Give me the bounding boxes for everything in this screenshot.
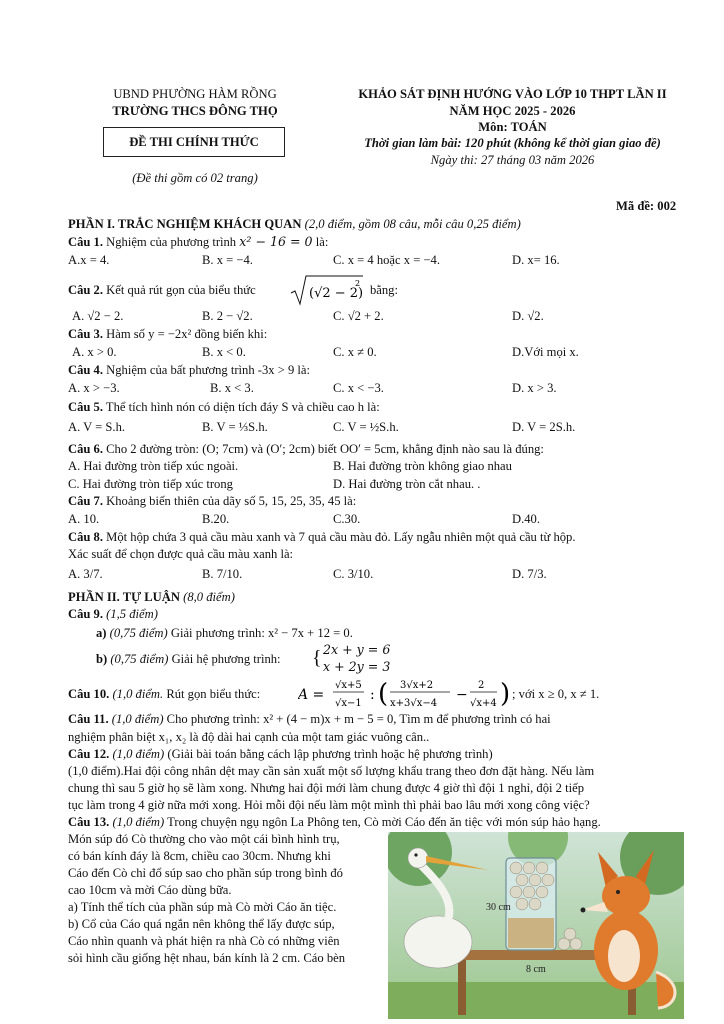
q11-text-line2: nghiệm phân biệt x₁, x₂ là độ dài hai cạnh của một tam giác vuông cân..	[68, 730, 430, 744]
q12-text-line3: tục làm trong 4 giờ nữa mới xong. Hỏi mỗi đội nếu làm một mình thì phải bao lâu mới xong công việc?	[68, 798, 590, 812]
q3-option-d: D.Với mọi x.	[512, 345, 579, 359]
q13-text-line1: Trong chuyện ngụ ngôn La Phông ten, Cò mời Cáo đến ăn tiệc với món súp hảo hạng.	[167, 815, 601, 829]
q12-points: (1,0 điểm)	[112, 747, 165, 761]
grass	[388, 982, 684, 1019]
q8-number: Câu 8.	[68, 530, 103, 544]
q6-option-a: A. Hai đường tròn tiếp xúc ngoài.	[68, 459, 239, 473]
q13-part-a: a) Tính thể tích của phần súp mà Cò mời Cáo ăn tiệc.	[68, 900, 337, 914]
q11-number: Câu 11.	[68, 712, 109, 726]
q2-option-b: B. 2 − √2.	[202, 309, 253, 323]
q4-number: Câu 4.	[68, 363, 103, 377]
q13-part-b-line2: Cáo nhìn quanh và phát hiện ra nhà Cò có những viên	[68, 934, 340, 948]
q7-option-c: C.30.	[333, 512, 361, 526]
q12-stem	[68, 747, 493, 762]
q5-option-a: A. V = S.h.	[68, 420, 126, 434]
q7-number: Câu 7.	[68, 494, 103, 508]
q4-option-c: C. x < −3.	[333, 381, 384, 395]
q8-option-a: A. 3/7.	[68, 567, 103, 581]
q9a	[96, 626, 353, 641]
q1-option-b: B. x = −4.	[202, 253, 253, 267]
part2-title-note: (8,0 điểm)	[183, 590, 235, 604]
q2-option-a: A. √2 − 2.	[72, 309, 124, 323]
q13-part-b-line3: sỏi hình cầu giống hệt nhau, bán kính là 2 cm. Cáo bèn	[68, 951, 346, 965]
q9b-text: Giải hệ phương trình:	[171, 652, 281, 666]
part2-title: PHẦN II. TỰ LUẬN	[68, 590, 180, 604]
q5-stem	[68, 400, 380, 415]
q8-stem	[68, 530, 576, 545]
q1-option-c: C. x = 4 hoặc x = −4.	[333, 253, 441, 267]
q8-text-line1: Một hộp chứa 3 quả cầu màu xanh và 7 quả cầu màu đỏ. Lấy ngẫu nhiên một quả cầu từ hộp.	[106, 530, 576, 544]
stork-body	[404, 916, 472, 968]
q12-number: Câu 12.	[68, 747, 110, 761]
q2-number: Câu 2.	[68, 283, 103, 297]
fox-chest	[608, 930, 640, 982]
svg-text:−: −	[456, 687, 468, 703]
q7-option-a: A. 10.	[68, 512, 100, 526]
q6-option-b: B. Hai đường tròn không giao nhau	[333, 459, 512, 473]
q3-option-a: A. x > 0.	[72, 345, 117, 359]
q3-text: Hàm số y = −2x² đồng biến khi:	[106, 327, 268, 341]
svg-text:): )	[500, 679, 511, 709]
fox-nose	[581, 908, 586, 913]
table-leg-left	[458, 960, 466, 1015]
exam-title: KHẢO SÁT ĐỊNH HƯỚNG VÀO LỚP 10 THPT LẦN II	[358, 87, 667, 101]
q6-option-c: C. Hai đường tròn tiếp xúc trong	[68, 477, 233, 491]
part2-heading	[68, 590, 235, 605]
q6-number: Câu 6.	[68, 442, 103, 456]
q2-option-d: D. √2.	[512, 309, 544, 323]
q13-body-line4: cao 10cm và mời Cáo dùng bữa.	[68, 883, 232, 897]
jar-radius-label: 8 cm	[526, 964, 546, 975]
q2-stem	[68, 283, 256, 298]
q10-stem	[68, 687, 260, 702]
stork-head	[408, 848, 428, 868]
q7-option-b: B.20.	[202, 512, 230, 526]
stork-and-fox-illustration	[388, 832, 684, 1019]
q9b	[96, 652, 281, 667]
q7-option-d: D.40.	[512, 512, 540, 526]
q8-option-b: B. 7/10.	[202, 567, 243, 581]
exam-time: Thời gian làm bài: 120 phút (không kể thời gian giao đề)	[364, 136, 661, 150]
q2-text: Kết quả rút gọn của biểu thức	[106, 283, 256, 297]
soup-in-jar	[508, 918, 554, 948]
svg-text::: :	[370, 687, 375, 703]
q3-option-b: B. x < 0.	[202, 345, 246, 359]
q1-option-d: D. x= 16.	[512, 253, 560, 267]
official-exam-box: ĐỀ THI CHÍNH THỨC	[103, 127, 285, 157]
q9a-text: Giải phương trình: x² − 7x + 12 = 0.	[170, 626, 353, 640]
q9b-equation2: x + 2y = 3	[323, 659, 391, 674]
part1-title: PHẦN I. TRẮC NGHIỆM KHÁCH QUAN	[68, 217, 302, 231]
q2-tail: bằng:	[370, 283, 398, 297]
q6-stem	[68, 442, 544, 457]
q9b-equation1: 2x + y = 6	[323, 642, 391, 657]
svg-text:(√2 − 2): (√2 − 2)	[309, 286, 364, 301]
svg-text:√x−1: √x−1	[335, 698, 362, 709]
svg-text:2: 2	[355, 279, 361, 288]
svg-text:3√x+2: 3√x+2	[400, 680, 434, 691]
q9-stem	[68, 607, 158, 622]
header-left-line2: TRƯỜNG THCS ĐÔNG THỌ	[112, 104, 278, 118]
part1-heading	[68, 217, 521, 232]
q5-option-c: C. V = ½S.h.	[333, 420, 399, 434]
q1-expression: x² − 16 = 0	[239, 234, 313, 249]
q1-stem	[68, 234, 328, 250]
q12-text-line2: chung thì sau 5 giờ họ sẽ làm xong. Nhưng hai đội mới làm chung được 4 giờ thì đội 1 nghỉ, đội 2 tiếp	[68, 781, 585, 795]
q1-number: Câu 1.	[68, 235, 103, 249]
q4-option-a: A. x > −3.	[68, 381, 120, 395]
q5-text: Thể tích hình nón có diện tích đáy S và chiều cao h là:	[105, 400, 380, 414]
q10-points: (1,0 điểm.	[112, 687, 164, 701]
q12-text-line1: (1,0 điểm).Hai đội công nhân dệt may cần sản xuất một số lượng khẩu trang theo đơn đặt hàng. Nếu làm	[68, 764, 595, 778]
svg-text:√x+4: √x+4	[470, 698, 497, 709]
exam-date: Ngày thi: 27 tháng 03 năm 2026	[430, 153, 595, 167]
q9b-points: (0,75 điểm)	[110, 652, 169, 666]
q1-tail: là:	[315, 235, 329, 249]
q13-number: Câu 13.	[68, 815, 110, 829]
q13-part-b-line1: b) Cổ của Cáo quá ngắn nên không thể lấy được súp,	[68, 917, 335, 931]
q13-body-line3: Cáo đến Cò chỉ đổ súp sao cho phần súp trong bình đó	[68, 866, 343, 880]
part1-title-note: (2,0 điểm, gồm 08 câu, mỗi câu 0,25 điểm)	[304, 217, 521, 231]
q5-number: Câu 5.	[68, 400, 103, 414]
header-left-line1: UBND PHƯỜNG HÀM RỒNG	[113, 87, 277, 101]
q7-text: Khoảng biến thiên của dãy số 5, 15, 25, 35, 45 là:	[106, 494, 357, 508]
q13-body-line1: Món súp đó Cò thường cho vào một cái bình hình trụ,	[68, 832, 340, 846]
q11-points: (1,0 điểm)	[111, 712, 164, 726]
q10-expression	[298, 674, 530, 714]
svg-text:√x+5: √x+5	[335, 680, 362, 691]
q12-title: (Giải bài toán bằng cách lập phương trình hoặc hệ phương trình)	[167, 747, 493, 761]
q4-text: Nghiệm của bất phương trình -3x > 9 là:	[106, 363, 311, 377]
stork-eye	[414, 853, 417, 856]
q13-stem	[68, 815, 601, 830]
q11-stem	[68, 712, 551, 727]
q9b-brace: {	[312, 647, 322, 669]
fox-eye	[616, 890, 620, 894]
q10-text: Rút gọn biểu thức:	[166, 687, 261, 701]
q11-text-line1: Cho phương trình: x² + (4 − m)x + m − 5 = 0, Tìm m để phương trình có hai	[166, 712, 551, 726]
q10-condition: ; với x ≥ 0, x ≠ 1.	[512, 687, 600, 701]
q1-option-a: A.x = 4.	[68, 253, 110, 267]
q4-stem	[68, 363, 310, 378]
q1-text: Nghiệm của phương trình	[106, 235, 237, 249]
q5-option-d: D. V = 2S.h.	[512, 420, 576, 434]
svg-text:x+3√x−4: x+3√x−4	[390, 698, 438, 709]
q13-points: (1,0 điểm)	[112, 815, 165, 829]
school-year: NĂM HỌC 2025 - 2026	[449, 104, 576, 118]
q2-option-c: C. √2 + 2.	[333, 309, 384, 323]
q6-text: Cho 2 đường tròn: (O; 7cm) và (O′; 2cm) biết OO′ = 5cm, khẳng định nào sau là đúng:	[106, 442, 544, 456]
q6-option-d: D. Hai đường tròn cắt nhau. .	[333, 477, 481, 491]
q3-stem	[68, 327, 267, 342]
q9b-label: b)	[96, 652, 108, 666]
q8-option-c: C. 3/10.	[333, 567, 374, 581]
q4-option-b: B. x < 3.	[210, 381, 254, 395]
q3-number: Câu 3.	[68, 327, 103, 341]
q5-option-b: B. V = ⅓S.h.	[202, 420, 268, 434]
fox-head	[602, 876, 650, 916]
svg-text:(: (	[378, 679, 389, 709]
q3-option-c: C. x ≠ 0.	[333, 345, 377, 359]
svg-text:A =: A =	[298, 687, 325, 703]
q9a-label: a)	[96, 626, 107, 640]
q8-text-line2: Xác suất để chọn được quả cầu màu xanh là:	[68, 547, 294, 561]
q9-points: (1,5 điểm)	[106, 607, 158, 621]
exam-code: Mã đề: 002	[616, 199, 677, 213]
q10-number: Câu 10.	[68, 687, 110, 701]
svg-text:2: 2	[478, 680, 485, 691]
q8-option-d: D. 7/3.	[512, 567, 547, 581]
subject: Môn: TOÁN	[478, 120, 547, 134]
q13-body-line2: có bán kính đáy là 8cm, chiều cao 30cm. Nhưng khi	[68, 849, 331, 863]
q9-number: Câu 9.	[68, 607, 103, 621]
q4-option-d: D. x > 3.	[512, 381, 557, 395]
q7-stem	[68, 494, 356, 509]
jar-height-label: 30 cm	[486, 902, 511, 913]
q9a-points: (0,75 điểm)	[109, 626, 168, 640]
q2-radical-expression	[289, 273, 365, 307]
pages-note: (Đề thi gồm có 02 trang)	[132, 171, 258, 185]
